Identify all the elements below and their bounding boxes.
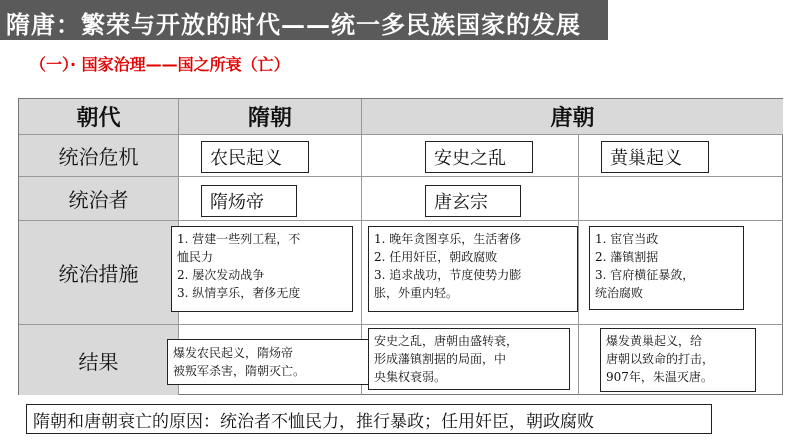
result-tang-mid-line: 安史之乱，唐朝由盛转衰， [374, 334, 519, 348]
measures-sui-line: 恤民力 [177, 250, 214, 264]
result-tang-late-line: 爆发黄巢起义，给 [606, 334, 703, 348]
measures-tang-late-box [589, 226, 744, 310]
measures-tang-mid-line: 1. 晚年贪图享乐，生活奢侈 [374, 232, 522, 246]
result-tang-late-line: 唐朝以致命的打击， [606, 352, 715, 366]
comparison-table [18, 98, 783, 395]
result-tang-late-line: 907年，朱温灭唐。 [606, 370, 713, 384]
page-title: 隋唐：繁荣与开放的时代——统一多民族国家的发展 [6, 10, 581, 39]
measures-sui-line: 1. 营建一些列工程，不 [177, 232, 301, 246]
result-sui-line: 爆发农民起义，隋炀帝 [173, 346, 294, 360]
crisis-tang-mid-box: 安史之乱 [425, 141, 533, 173]
measures-tang-mid-line: 3. 追求战功，节度使势力膨 [374, 268, 522, 282]
measures-tang-late-line: 1. 宦官当政 [595, 232, 659, 246]
measures-sui-line: 2. 屡次发动战争 [177, 268, 265, 282]
measures-tang-late-line: 2. 藩镇割据 [595, 250, 659, 264]
ruler-sui-box: 隋炀帝 [201, 185, 297, 217]
measures-tang-mid-line: 2. 任用奸臣，朝政腐败 [374, 250, 498, 264]
row-label-result: 结果 [19, 325, 179, 395]
section-subtitle: （一）· 国家治理——国之所衰（亡） [30, 55, 290, 74]
measures-tang-late-line: 3. 官府横征暴敛， [595, 268, 695, 282]
row-label-crisis: 统治危机 [19, 135, 179, 177]
cell-ruler-tang-late [579, 177, 783, 221]
result-tang-late-box [600, 328, 756, 392]
title-banner [0, 0, 608, 40]
crisis-tang-late-box: 黄巢起义 [601, 141, 709, 173]
row-label-ruler: 统治者 [19, 177, 179, 221]
crisis-sui-box: 农民起义 [201, 141, 309, 173]
measures-sui-box [171, 226, 353, 312]
measures-tang-mid-box [368, 226, 578, 312]
measures-sui-line: 3. 纵情享乐，奢侈无度 [177, 286, 301, 300]
result-sui-line: 被叛军杀害，隋朝灭亡。 [173, 364, 306, 378]
conclusion-box: 隋朝和唐朝衰亡的原因：统治者不恤民力，推行暴政；任用奸臣，朝政腐败 [26, 404, 712, 434]
measures-tang-late-line: 统治腐败 [595, 286, 644, 300]
result-tang-mid-line: 央集权衰弱。 [374, 370, 447, 384]
result-tang-mid-line: 形成藩镇割据的局面，中 [374, 352, 507, 366]
header-sui: 隋朝 [179, 99, 362, 135]
header-tang: 唐朝 [362, 99, 783, 135]
measures-tang-mid-line: 胀，外重内轻。 [374, 286, 459, 300]
result-tang-mid-box [368, 328, 570, 390]
header-dynasty: 朝代 [19, 99, 179, 135]
row-label-measures: 统治措施 [19, 221, 179, 325]
result-sui-box [167, 339, 371, 385]
ruler-tang-mid-box: 唐玄宗 [425, 185, 521, 217]
